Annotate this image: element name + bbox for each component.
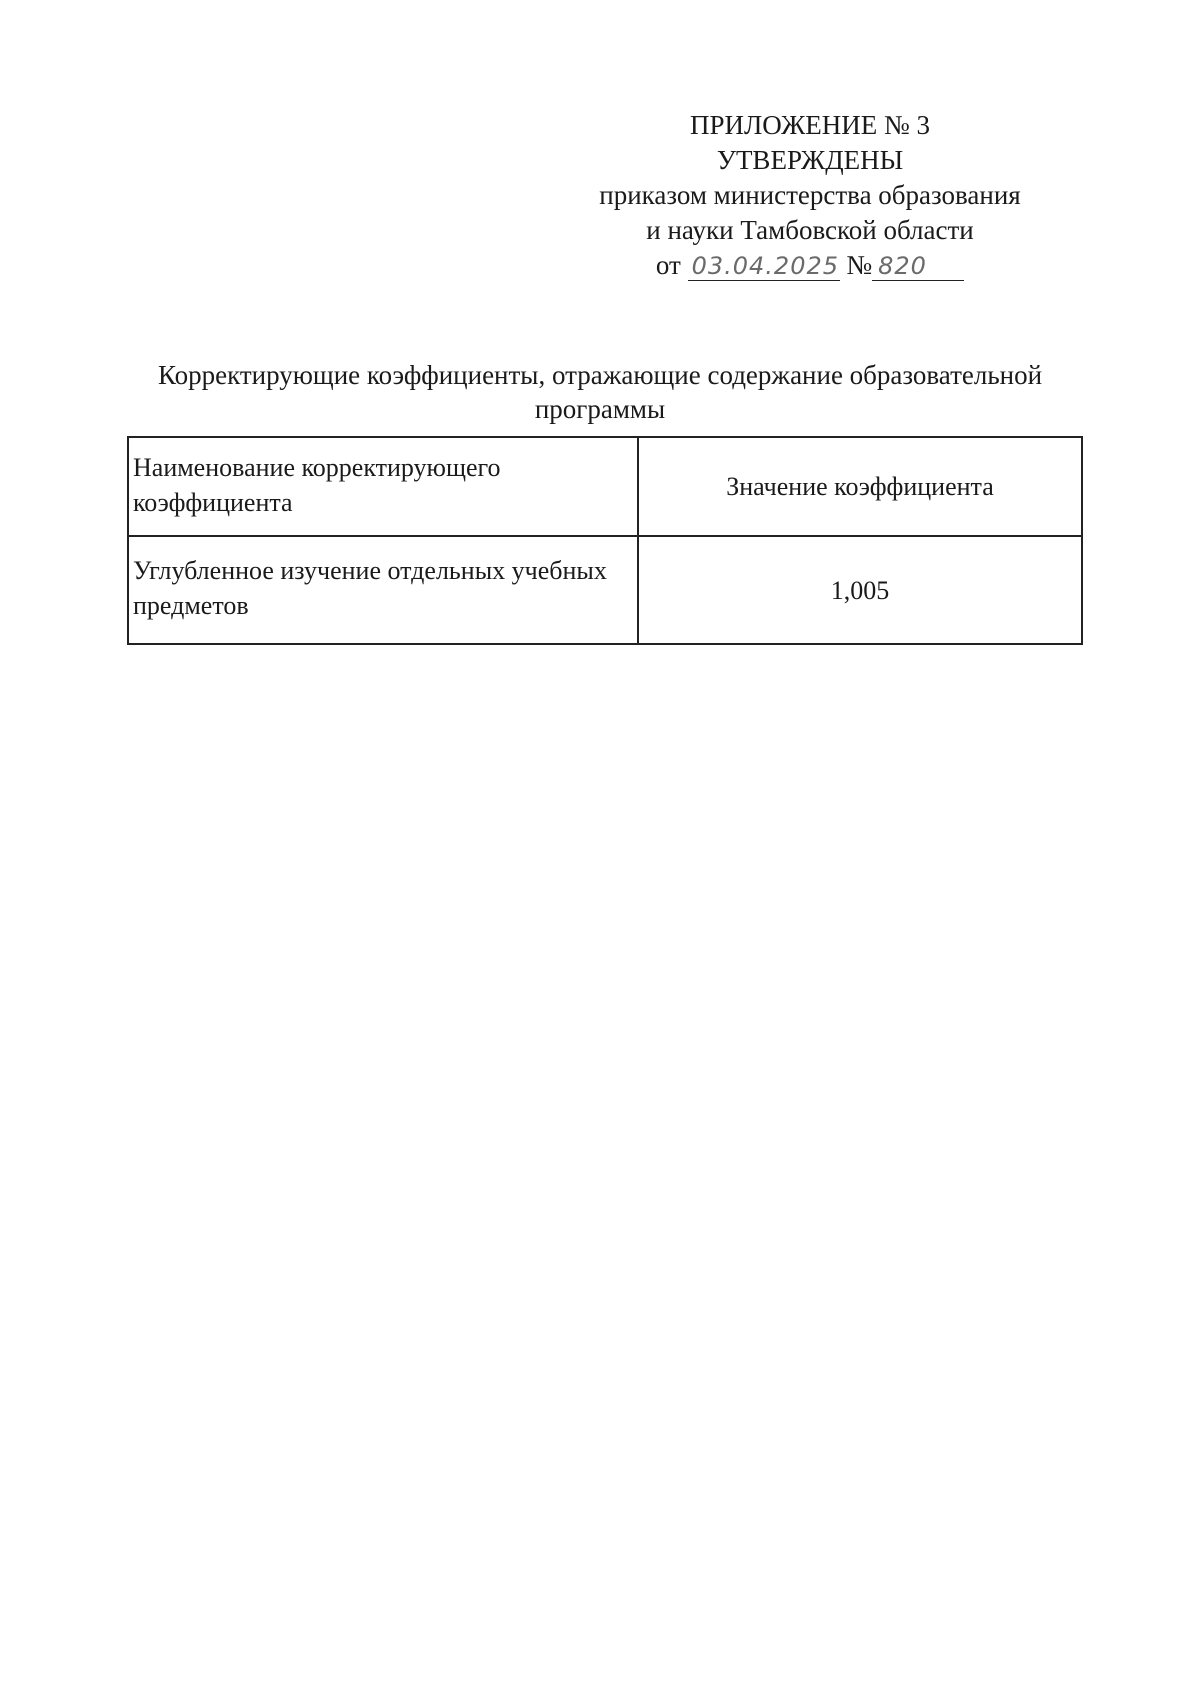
appendix-number: ПРИЛОЖЕНИЕ № 3 [689,110,931,140]
header-coefficient-name: Наименование корректирующего коэффициента [128,437,638,536]
table-row [128,536,1082,644]
order-issuer-line-2: и науки Тамбовской области [646,215,974,245]
number-sign: № [846,250,873,280]
order-date-number-line [560,248,1060,283]
date-prefix: от [655,250,681,280]
table-header-row [128,437,1082,536]
coefficient-value-cell: 1,005 [638,536,1082,644]
approval-stamp-block [560,108,1060,283]
order-number-handwritten: 820 [872,252,964,281]
approved-label: УТВЕРЖДЕНЫ [716,145,904,175]
header-coefficient-value: Значение коэффициента [638,437,1082,536]
coefficient-name-cell: Углубленное изучение отдельных учебных предметов [128,536,638,644]
coefficients-table [127,436,1083,645]
order-issuer-line-1: приказом министерства образования [599,180,1021,210]
document-title: Корректирующие коэффициенты, отражающие содержание образовательной программы [157,360,1043,424]
order-date-handwritten: 03.04.2025 [688,252,840,281]
